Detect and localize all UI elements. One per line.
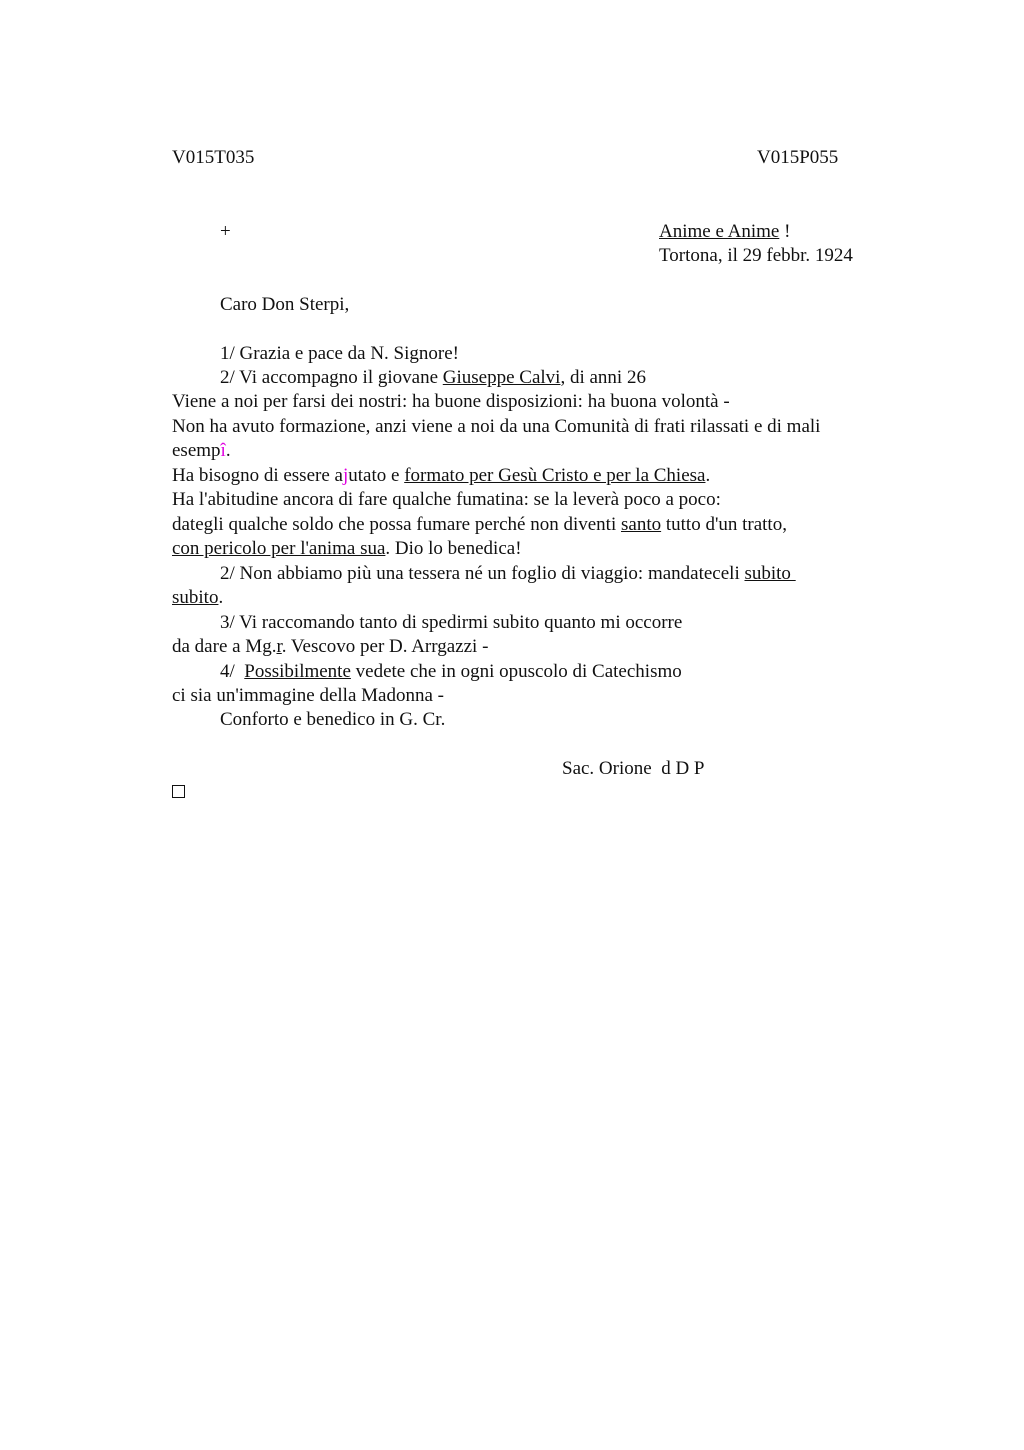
- text-span: .: [705, 465, 711, 486]
- text-span: Ha bisogno di essere a: [172, 465, 343, 486]
- greeting: Caro Don Sterpi,: [220, 294, 350, 315]
- text-span: esemp: [172, 440, 221, 461]
- letter-line-13: [172, 635, 488, 659]
- text-span: 2/ Vi accompagno il giovane: [220, 367, 443, 388]
- doc-code-right: V015P055: [757, 147, 839, 168]
- letter-line-2: [220, 366, 646, 390]
- text-span: tutto d'un tratto,: [661, 514, 787, 535]
- motto-text: Anime e Anime: [659, 221, 780, 242]
- underlined-text: subito: [744, 563, 796, 584]
- letter-line-4: Non ha avuto formazione, anzi viene a noi da una Comunità di frati rilassati e di mali: [172, 416, 821, 437]
- place-date: Tortona, il 29 febbr. 1924: [659, 245, 853, 266]
- text-span: dategli qualche soldo che possa fumare perché non diventi: [172, 514, 621, 535]
- letter-line-1: 1/ Grazia e pace da N. Signore!: [220, 343, 459, 364]
- text-span: , di anni 26: [560, 367, 646, 388]
- person-name: Giuseppe Calvi: [442, 367, 561, 388]
- text-span: .: [218, 587, 224, 608]
- letter-line-11: [172, 586, 223, 610]
- doc-code-left: V015T035: [172, 147, 255, 168]
- letter-line-7: Ha l'abitudine ancora di fare qualche fumatina: se la leverà poco a poco:: [172, 489, 721, 510]
- highlighted-char: î: [220, 440, 226, 461]
- text-span: utato e: [348, 465, 405, 486]
- cross-mark: +: [220, 221, 231, 242]
- text-span: da dare a Mg.: [172, 636, 277, 657]
- underlined-text: santo: [621, 514, 662, 535]
- letter-line-8: [172, 513, 787, 537]
- letter-line-3: Viene a noi per farsi dei nostri: ha buone disposizioni: ha buona volontà -: [172, 391, 730, 412]
- letter-line-5: [172, 439, 231, 463]
- letter-line-9: [172, 537, 522, 561]
- underlined-text: subito: [172, 587, 219, 608]
- motto-line: [659, 220, 790, 244]
- text-span: 2/ Non abbiamo più una tessera né un foglio di viaggio: mandateceli: [220, 563, 745, 584]
- underlined-text: formato per Gesù Cristo e per la Chiesa: [404, 465, 706, 486]
- underlined-text: Possibilmente: [244, 661, 351, 682]
- text-span: . Dio lo benedica!: [385, 538, 522, 559]
- underlined-text: r: [276, 636, 282, 657]
- letter-line-6: [172, 464, 710, 488]
- text-span: vedete che in ogni opuscolo di Catechismo: [350, 661, 682, 682]
- letter-line-15: ci sia un'immagine della Madonna -: [172, 685, 444, 706]
- checkbox-square-icon: [172, 785, 185, 798]
- underlined-text: con pericolo per l'anima sua: [172, 538, 386, 559]
- highlighted-char: j: [342, 465, 349, 486]
- signature: Sac. Orione d D P: [562, 758, 705, 779]
- letter-line-12: 3/ Vi raccomando tanto di spedirmi subito quanto mi occorre: [220, 612, 683, 633]
- text-span: . Vescovo per D. Arrgazzi -: [281, 636, 489, 657]
- text-span: 4/: [220, 661, 245, 682]
- letter-line-14: [220, 660, 682, 684]
- motto-punct: !: [779, 221, 791, 242]
- text-span: .: [225, 440, 231, 461]
- letter-line-16: Conforto e benedico in G. Cr.: [220, 709, 446, 730]
- letter-line-10: [220, 562, 796, 586]
